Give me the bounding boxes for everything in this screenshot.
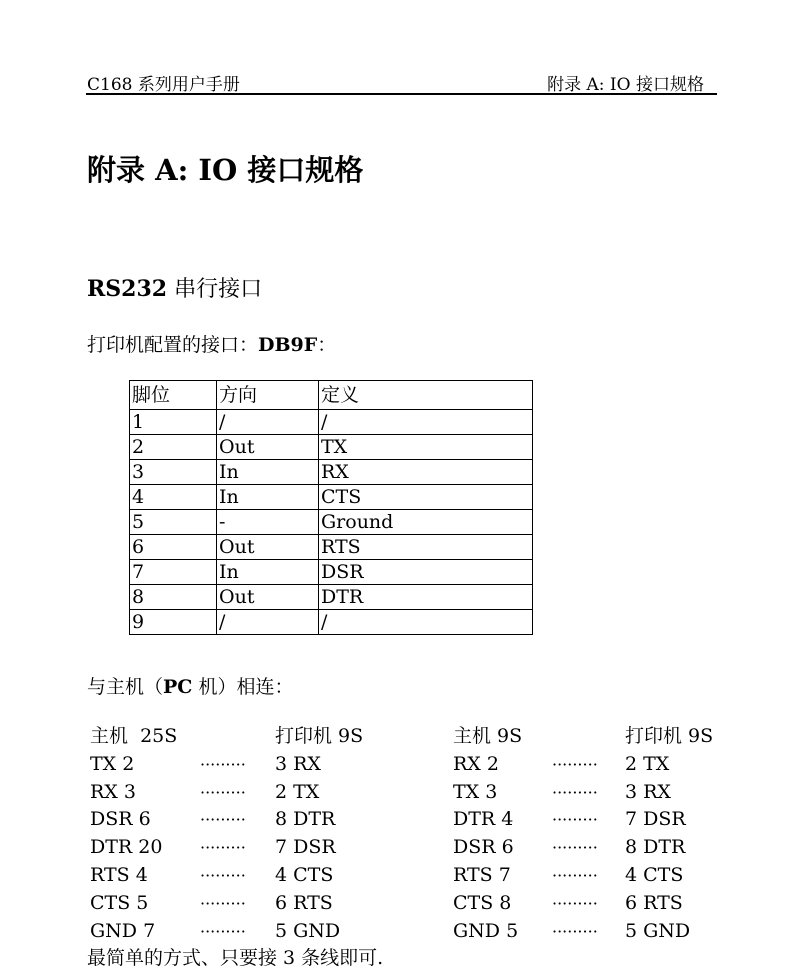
pin-table xyxy=(129,380,533,635)
wiring-dots: ········· xyxy=(200,782,246,802)
wiring-dots: ········· xyxy=(552,782,598,802)
host25-pin: TX 2 xyxy=(90,752,135,775)
definition-cell: RX xyxy=(319,460,533,485)
host9-pin: DSR 6 xyxy=(453,836,514,859)
pin-cell: 3 xyxy=(130,460,217,485)
wiring-row xyxy=(90,834,730,862)
pin-table-row xyxy=(130,485,533,510)
direction-cell: - xyxy=(217,510,319,535)
wiring-row xyxy=(90,890,730,918)
definition-cell: TX xyxy=(319,435,533,460)
pin-table-row xyxy=(130,410,533,435)
wiring-row xyxy=(90,806,730,834)
wiring-header-row xyxy=(90,723,730,751)
pin-table-row xyxy=(130,610,533,635)
pin-table-row xyxy=(130,435,533,460)
definition-cell: / xyxy=(319,410,533,435)
pin-cell: 2 xyxy=(130,435,217,460)
header-section-title: 附录 A: IO 接口规格 xyxy=(547,75,704,95)
footnote: 最简单的方式、只要接 3 条线即可. xyxy=(87,947,384,969)
pin-table-header-cell: 定义 xyxy=(319,381,533,410)
printer-pin-left: 6 RTS xyxy=(275,891,333,914)
printer-pin-right: 3 RX xyxy=(625,780,671,803)
pin-table-header-row xyxy=(130,381,533,410)
connector-type: DB9F xyxy=(258,334,318,356)
pin-cell: 6 xyxy=(130,535,217,560)
wiring-row xyxy=(90,779,730,807)
pin-cell: 4 xyxy=(130,485,217,510)
pin-cell: 8 xyxy=(130,585,217,610)
wiring-header-printer-left: 打印机 9S xyxy=(275,725,364,747)
wiring-header-host9: 主机 9S xyxy=(453,725,523,747)
direction-cell: Out xyxy=(217,535,319,560)
host9-pin: CTS 8 xyxy=(453,891,512,914)
pc-connection-bold: PC xyxy=(163,676,193,698)
connector-intro xyxy=(87,330,336,357)
direction-cell: In xyxy=(217,560,319,585)
printer-pin-left: 2 TX xyxy=(275,780,320,803)
pin-cell: 7 xyxy=(130,560,217,585)
wiring-dots: ········· xyxy=(200,865,246,885)
wiring-dots: ········· xyxy=(552,754,598,774)
direction-cell: Out xyxy=(217,435,319,460)
host9-pin: GND 5 xyxy=(453,919,519,942)
pin-table-header-cell: 脚位 xyxy=(130,381,217,410)
definition-cell: RTS xyxy=(319,535,533,560)
section-title xyxy=(87,272,262,303)
pin-table-row xyxy=(130,535,533,560)
wiring-dots: ········· xyxy=(552,838,598,858)
wiring-header-printer-right: 打印机 9S xyxy=(625,725,714,747)
pin-cell: 1 xyxy=(130,410,217,435)
wiring-dots: ········· xyxy=(200,810,246,830)
page-title: 附录 A: IO 接口规格 xyxy=(87,153,364,187)
pc-connection-text-after: 机）相连： xyxy=(192,676,294,698)
header-manual-title: C168 系列用户手册 xyxy=(87,75,240,95)
host25-pin: CTS 5 xyxy=(90,891,149,914)
wiring-dots: ········· xyxy=(552,865,598,885)
pin-table-row xyxy=(130,585,533,610)
wiring-dots: ········· xyxy=(200,838,246,858)
wiring-header-host25: 主机 25S xyxy=(90,725,178,747)
header-rule xyxy=(86,93,717,95)
pc-connection-heading xyxy=(87,672,293,699)
connector-intro-suffix: ： xyxy=(317,334,337,356)
definition-cell: DSR xyxy=(319,560,533,585)
host25-pin: RTS 4 xyxy=(90,863,148,886)
definition-cell: CTS xyxy=(319,485,533,510)
section-title-rest: 串行接口 xyxy=(167,277,263,302)
direction-cell: / xyxy=(217,410,319,435)
host9-pin: TX 3 xyxy=(453,780,498,803)
printer-pin-right: 7 DSR xyxy=(625,808,686,831)
direction-cell: Out xyxy=(217,585,319,610)
pc-connection-text-before: 与主机（ xyxy=(87,676,164,698)
wiring-dots: ········· xyxy=(200,754,246,774)
host9-pin: RX 2 xyxy=(453,752,499,775)
wiring-row xyxy=(90,862,730,890)
pin-table-header-cell: 方向 xyxy=(217,381,319,410)
printer-pin-left: 7 DSR xyxy=(275,836,336,859)
printer-pin-left: 3 RX xyxy=(275,752,321,775)
definition-cell: Ground xyxy=(319,510,533,535)
host25-pin: DTR 20 xyxy=(90,836,163,859)
printer-pin-right: 8 DTR xyxy=(625,836,686,859)
pin-cell: 5 xyxy=(130,510,217,535)
direction-cell: In xyxy=(217,485,319,510)
pin-cell: 9 xyxy=(130,610,217,635)
printer-pin-left: 5 GND xyxy=(275,919,341,942)
printer-pin-right: 4 CTS xyxy=(625,863,684,886)
pin-table-row xyxy=(130,560,533,585)
host25-pin: DSR 6 xyxy=(90,808,151,831)
wiring-row xyxy=(90,751,730,779)
pin-table-row xyxy=(130,510,533,535)
section-title-bold: RS232 xyxy=(87,276,168,302)
printer-pin-left: 4 CTS xyxy=(275,863,334,886)
host25-pin: RX 3 xyxy=(90,780,136,803)
wiring-table xyxy=(90,723,730,945)
wiring-dots: ········· xyxy=(552,921,598,941)
wiring-dots: ········· xyxy=(200,893,246,913)
host9-pin: RTS 7 xyxy=(453,863,511,886)
printer-pin-right: 6 RTS xyxy=(625,891,683,914)
definition-cell: / xyxy=(319,610,533,635)
printer-pin-right: 2 TX xyxy=(625,752,670,775)
wiring-dots: ········· xyxy=(200,921,246,941)
wiring-dots: ········· xyxy=(552,810,598,830)
printer-pin-right: 5 GND xyxy=(625,919,691,942)
pin-table-row xyxy=(130,460,533,485)
connector-intro-text: 打印机配置的接口： xyxy=(87,334,259,356)
host25-pin: GND 7 xyxy=(90,919,156,942)
wiring-dots: ········· xyxy=(552,893,598,913)
definition-cell: DTR xyxy=(319,585,533,610)
wiring-row xyxy=(90,918,730,946)
direction-cell: / xyxy=(217,610,319,635)
direction-cell: In xyxy=(217,460,319,485)
printer-pin-left: 8 DTR xyxy=(275,808,336,831)
host9-pin: DTR 4 xyxy=(453,808,514,831)
